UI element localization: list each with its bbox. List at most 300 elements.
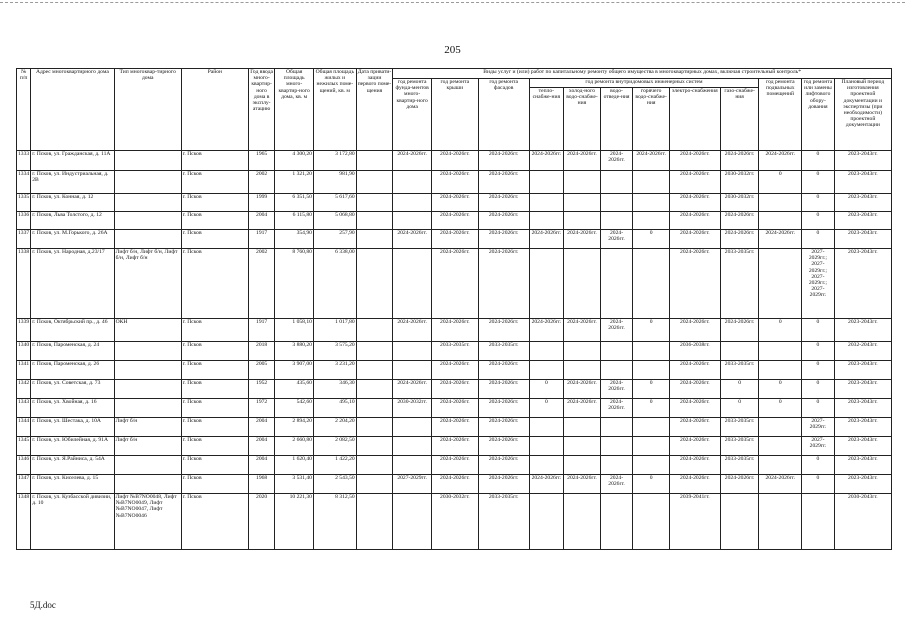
row-cold-water [564, 418, 601, 437]
row-facade: 2024-2026гг. [478, 456, 529, 475]
row-heat [529, 249, 564, 319]
row-type: ОКН [114, 319, 181, 342]
row-drainage [600, 171, 633, 194]
row-elevator: 0 [802, 151, 835, 171]
row-address: г. Псков, ул. Гражданская, д. 11А [31, 151, 114, 171]
row-electric: 2024-2026гг. [669, 437, 720, 456]
row-total-area: 3 907,00 [275, 361, 314, 380]
row-year: 1972 [248, 399, 274, 418]
row-drainage: 2024-2026гг. [600, 399, 633, 418]
row-roof: 2024-2026гг. [431, 171, 478, 194]
row-district: г. Псков [181, 319, 248, 342]
row-type: Лифт б/н [114, 437, 181, 456]
row-cold-water: 2024-2026гг. [564, 151, 601, 171]
row-address: г. Псков, ул. Шестака, д. 10А [31, 418, 114, 437]
row-district: г. Псков [181, 151, 248, 171]
row-total-area: 8 760,80 [275, 249, 314, 319]
row-elevator: 0 [802, 361, 835, 380]
row-district: г. Псков [181, 437, 248, 456]
row-privatization [356, 361, 393, 380]
row-foundation [393, 194, 432, 212]
row-facade: 2024-2026гг. [478, 151, 529, 171]
header-cold-water: холод-ного водо-снабже-ния [564, 88, 601, 151]
row-privatization [356, 230, 393, 249]
row-design-docs: 2023-2043гг. [834, 194, 891, 212]
row-hot-water [633, 249, 670, 319]
row-foundation: 2024-2026гг. [393, 151, 432, 171]
row-hot-water: 2024-2026гг. [633, 151, 670, 171]
row-address: г. Псков, Пароменская, д. 26 [31, 361, 114, 380]
row-cold-water: 2024-2026гг. [564, 230, 601, 249]
table-row [17, 399, 892, 418]
header-heat: тепло-снабже-ния [529, 88, 564, 151]
row-address: г. Псков, ул. Хвойная, д. 16 [31, 399, 114, 418]
row-year: 2018 [248, 342, 274, 361]
row-cold-water [564, 249, 601, 319]
row-basement [759, 494, 802, 550]
row-hot-water [633, 418, 670, 437]
row-facade: 2033-2035гг. [478, 494, 529, 550]
row-design-docs: 2032-2043гг. [834, 342, 891, 361]
row-hot-water: 0 [633, 399, 670, 418]
row-basement: 2024-2026гг. [759, 151, 802, 171]
row-basement: 0 [759, 399, 802, 418]
row-design-docs: 2023-2043гг. [834, 399, 891, 418]
header-design-docs: Плановый период изготовления проектной документации и экспертизы (при необходимости) проектной документации [834, 79, 891, 151]
row-foundation: 2024-2026гг. [393, 319, 432, 342]
row-hot-water [633, 361, 670, 380]
row-total-area: 4 300,20 [275, 151, 314, 171]
table-body [17, 151, 892, 550]
row-year: 1952 [248, 380, 274, 399]
row-roof: 2024-2026гг. [431, 319, 478, 342]
table-row [17, 319, 892, 342]
row-foundation [393, 342, 432, 361]
row-gas: 2024-2026гг. [720, 212, 759, 230]
footer-filename: 5Д.doc [30, 600, 56, 610]
row-district: г. Псков [181, 342, 248, 361]
row-total-area: 435,60 [275, 380, 314, 399]
row-total-area: 3 531,40 [275, 475, 314, 494]
row-electric: 2039-2041гг. [669, 494, 720, 550]
row-year: 1917 [248, 230, 274, 249]
row-hot-water: 0 [633, 230, 670, 249]
row-privatization [356, 475, 393, 494]
row-type [114, 151, 181, 171]
row-total-area: 2 894,20 [275, 418, 314, 437]
table-row [17, 249, 892, 319]
row-roof: 2030-2032гг. [431, 494, 478, 550]
table-row [17, 230, 892, 249]
row-year: 1968 [248, 475, 274, 494]
row-design-docs: 2023-2043гг. [834, 319, 891, 342]
row-cold-water [564, 342, 601, 361]
row-heat: 2024-2026гг. [529, 319, 564, 342]
row-privatization [356, 418, 393, 437]
row-basement [759, 456, 802, 475]
row-foundation [393, 361, 432, 380]
row-type [114, 194, 181, 212]
row-hot-water: 0 [633, 475, 670, 494]
row-design-docs: 2023-2043гг. [834, 230, 891, 249]
row-basement: 0 [759, 171, 802, 194]
row-district: г. Псков [181, 230, 248, 249]
row-heat: 0 [529, 399, 564, 418]
table-row [17, 418, 892, 437]
row-hot-water [633, 212, 670, 230]
row-year: 2004 [248, 437, 274, 456]
row-drainage: 2024-2026гг. [600, 151, 633, 171]
row-foundation [393, 494, 432, 550]
row-roof: 2024-2026гг. [431, 399, 478, 418]
row-heat: 2024-2026гг. [529, 151, 564, 171]
row-num: 1341 [17, 361, 31, 380]
row-elevator: 0 [802, 456, 835, 475]
row-privatization [356, 456, 393, 475]
header-type: Тип многоквар-тирного дома [114, 69, 181, 151]
row-facade: 2024-2026гг. [478, 399, 529, 418]
row-drainage: 2024-2026гг. [600, 380, 633, 399]
row-roof: 2024-2026гг. [431, 361, 478, 380]
table-row [17, 194, 892, 212]
row-total-area: 542,60 [275, 399, 314, 418]
row-address: г. Псков, Льва Толстого, д. 12 [31, 212, 114, 230]
row-num: 1344 [17, 418, 31, 437]
row-drainage [600, 456, 633, 475]
row-gas: 2030-2032гг. [720, 171, 759, 194]
row-roof: 2024-2026гг. [431, 212, 478, 230]
row-privatization [356, 399, 393, 418]
row-living-area: 2 082,50 [313, 437, 356, 456]
row-num: 1345 [17, 437, 31, 456]
row-total-area: 10 221,30 [275, 494, 314, 550]
row-cold-water [564, 437, 601, 456]
row-living-area: 257,90 [313, 230, 356, 249]
row-hot-water: 0 [633, 380, 670, 399]
row-privatization [356, 319, 393, 342]
row-roof: 2033-2035гг. [431, 342, 478, 361]
capital-repair-table [16, 68, 892, 550]
row-cold-water [564, 212, 601, 230]
row-hot-water [633, 494, 670, 550]
row-foundation [393, 437, 432, 456]
row-living-area: 8 312,50 [313, 494, 356, 550]
row-num: 1336 [17, 212, 31, 230]
row-electric: 2024-2026гг. [669, 249, 720, 319]
row-drainage [600, 494, 633, 550]
row-electric: 2024-2026гг. [669, 380, 720, 399]
row-basement: 0 [759, 319, 802, 342]
header-systems-group: год ремонта внутридомовых инженерных систем [529, 79, 759, 88]
row-type: Лифт б/н [114, 418, 181, 437]
table-row [17, 342, 892, 361]
row-address: г. Псков, ул. Кузбасской дивизии, д. 10 [31, 494, 114, 550]
row-elevator: 0 [802, 194, 835, 212]
row-foundation: 2030-2032гг. [393, 399, 432, 418]
row-num: 1338 [17, 249, 31, 319]
row-privatization [356, 194, 393, 212]
header-electric: электро-снабжения [669, 88, 720, 151]
row-living-area: 5 068,80 [313, 212, 356, 230]
header-elevator: год ремонта или замены лифтового обору-дования [802, 79, 835, 151]
row-elevator: 0 [802, 475, 835, 494]
row-facade: 2024-2026гг. [478, 475, 529, 494]
row-heat [529, 212, 564, 230]
row-address: г. Псков, ул. Советская, д. 73 [31, 380, 114, 399]
row-address: г. Псков, ул. Киселева, д. 15 [31, 475, 114, 494]
row-elevator: 0 [802, 399, 835, 418]
row-privatization [356, 249, 393, 319]
row-cold-water: 2024-2026гг. [564, 380, 601, 399]
row-address: г. Псков, ул. Юбилейная, д. 91А [31, 437, 114, 456]
row-design-docs: 2023-2043гг. [834, 212, 891, 230]
row-type [114, 230, 181, 249]
header-year: Год ввода много-квартир-ного дома в эксплу-атацию [248, 69, 274, 151]
row-drainage: 2024-2026гг. [600, 319, 633, 342]
row-living-area: 2 204,20 [313, 418, 356, 437]
row-cold-water: 2024-2026гг. [564, 475, 601, 494]
row-electric: 2024-2026гг. [669, 151, 720, 171]
row-living-area: 6 338,00 [313, 249, 356, 319]
row-design-docs: 2023-2043гг. [834, 456, 891, 475]
row-gas [720, 494, 759, 550]
row-living-area: 981,90 [313, 171, 356, 194]
row-heat [529, 194, 564, 212]
row-num: 1335 [17, 194, 31, 212]
row-year: 1917 [248, 319, 274, 342]
header-living-area: Общая площадь жилых и нежилых поме-щений, кв. м [313, 69, 356, 151]
row-foundation: 2027-2029гг. [393, 475, 432, 494]
row-foundation [393, 212, 432, 230]
row-roof: 2024-2026гг. [431, 230, 478, 249]
row-district: г. Псков [181, 361, 248, 380]
row-heat [529, 418, 564, 437]
header-num: № п/п [17, 69, 31, 151]
table-row [17, 380, 892, 399]
row-address: г. Псков, ул. Народная, д.23/17 [31, 249, 114, 319]
row-gas: 2033-2035гг. [720, 437, 759, 456]
table-row [17, 171, 892, 194]
row-type [114, 380, 181, 399]
row-year: 2020 [248, 494, 274, 550]
row-electric: 2024-2026гг. [669, 194, 720, 212]
row-hot-water [633, 194, 670, 212]
row-cold-water [564, 194, 601, 212]
row-year: 2004 [248, 418, 274, 437]
row-electric: 2024-2026гг. [669, 212, 720, 230]
row-district: г. Псков [181, 399, 248, 418]
header-gas: газо-снабже-ния [720, 88, 759, 151]
row-type [114, 475, 181, 494]
row-gas: 2033-2035гг. [720, 249, 759, 319]
row-elevator: 0 [802, 230, 835, 249]
row-facade: 2024-2026гг. [478, 380, 529, 399]
row-drainage [600, 418, 633, 437]
row-gas: 0 [720, 380, 759, 399]
header-address: Адрес многоквартирного дома [31, 69, 114, 151]
row-elevator: 0 [802, 171, 835, 194]
row-num: 1346 [17, 456, 31, 475]
row-design-docs: 2030-2043гг. [834, 494, 891, 550]
row-district: г. Псков [181, 418, 248, 437]
row-year: 1965 [248, 151, 274, 171]
row-facade: 2024-2026гг. [478, 230, 529, 249]
row-year: 2005 [248, 361, 274, 380]
row-facade: 2033-2035гг. [478, 342, 529, 361]
row-foundation [393, 171, 432, 194]
row-district: г. Псков [181, 171, 248, 194]
row-hot-water [633, 171, 670, 194]
row-address: г. Псков, ул. М.Горького, д. 26А [31, 230, 114, 249]
row-heat: 2024-2026гг. [529, 230, 564, 249]
header-hot-water: горячего водо-снабже-ния [633, 88, 670, 151]
row-total-area: 3 880,20 [275, 342, 314, 361]
row-district: г. Псков [181, 212, 248, 230]
row-heat [529, 342, 564, 361]
row-type [114, 456, 181, 475]
row-living-area: 1 422,20 [313, 456, 356, 475]
row-basement [759, 361, 802, 380]
table-row [17, 475, 892, 494]
row-cold-water: 2024-2026гг. [564, 319, 601, 342]
row-elevator: 0 [802, 380, 835, 399]
row-total-area: 1 620,40 [275, 456, 314, 475]
row-num: 1342 [17, 380, 31, 399]
row-year: 2004 [248, 456, 274, 475]
row-design-docs: 2023-2043гг. [834, 437, 891, 456]
row-cold-water: 2024-2026гг. [564, 399, 601, 418]
row-living-area: 495,10 [313, 399, 356, 418]
row-heat [529, 361, 564, 380]
row-facade: 2024-2026гг. [478, 171, 529, 194]
table-row [17, 212, 892, 230]
row-roof: 2024-2026гг. [431, 437, 478, 456]
row-elevator: 0 [802, 319, 835, 342]
row-gas: 2033-2035гг. [720, 418, 759, 437]
row-privatization [356, 342, 393, 361]
row-address: г. Псков, Пароменская, д. 24 [31, 342, 114, 361]
row-elevator: 2027-2029гг.; 2027-2029гг.; 2027-2029гг.; 2027-2029гг. [802, 249, 835, 319]
row-num: 1343 [17, 399, 31, 418]
row-basement: 0 [759, 380, 802, 399]
row-living-area: 3 231,20 [313, 361, 356, 380]
row-elevator [802, 494, 835, 550]
row-type: Лифт б/н, Лифт б/н, Лифт б/н, Лифт б/н [114, 249, 181, 319]
row-total-area: 2 660,80 [275, 437, 314, 456]
row-drainage: 2024-2026гг. [600, 230, 633, 249]
row-living-area: 3 575,20 [313, 342, 356, 361]
table-row [17, 494, 892, 550]
row-living-area: 5 617,60 [313, 194, 356, 212]
row-design-docs: 2023-2043гг. [834, 151, 891, 171]
row-basement [759, 194, 802, 212]
row-address: г. Псков, ул. Конная, д. 12 [31, 194, 114, 212]
row-gas: 2024-2026гг. [720, 230, 759, 249]
row-facade: 2024-2026гг. [478, 437, 529, 456]
row-electric: 2024-2026гг. [669, 418, 720, 437]
row-design-docs: 2023-2043гг. [834, 380, 891, 399]
row-electric: 2024-2026гг. [669, 399, 720, 418]
row-district: г. Псков [181, 475, 248, 494]
row-elevator: 2027-2029гг. [802, 437, 835, 456]
row-elevator: 2027-2029гг. [802, 418, 835, 437]
row-electric: 2036-2038гг. [669, 342, 720, 361]
row-num: 1347 [17, 475, 31, 494]
row-electric: 2024-2026гг. [669, 319, 720, 342]
row-district: г. Псков [181, 494, 248, 550]
table-row [17, 151, 892, 171]
row-num: 1340 [17, 342, 31, 361]
row-drainage: 2024-2026гг. [600, 475, 633, 494]
row-privatization [356, 437, 393, 456]
header-foundation: год ремонта фунда-ментов много-квартир-ного дома [393, 79, 432, 151]
row-living-area: 2 543,50 [313, 475, 356, 494]
row-gas: 2024-2026гг. [720, 151, 759, 171]
scan-edge-line [0, 2, 905, 3]
row-num: 1333 [17, 151, 31, 171]
row-basement [759, 437, 802, 456]
row-district: г. Псков [181, 249, 248, 319]
row-year: 1999 [248, 194, 274, 212]
row-electric: 2024-2026гг. [669, 361, 720, 380]
row-privatization [356, 494, 393, 550]
row-roof: 2024-2026гг. [431, 418, 478, 437]
table-row [17, 437, 892, 456]
row-num: 1334 [17, 171, 31, 194]
row-district: г. Псков [181, 380, 248, 399]
row-drainage [600, 342, 633, 361]
row-num: 1339 [17, 319, 31, 342]
row-total-area: 354,90 [275, 230, 314, 249]
row-address: г. Псков, ул. Индустриальная, д. 2В [31, 171, 114, 194]
header-services-group: Виды услуг и (или) работ по капитальному ремонту общего имущества в многоквартирных домах, включая строительный контроль* [393, 69, 892, 79]
row-roof: 2024-2026гг. [431, 151, 478, 171]
row-facade: 2024-2026гг. [478, 212, 529, 230]
row-year: 2002 [248, 249, 274, 319]
row-hot-water: 0 [633, 319, 670, 342]
row-design-docs: 2023-2043гг. [834, 249, 891, 319]
row-electric: 2024-2026гг. [669, 230, 720, 249]
row-heat [529, 171, 564, 194]
row-total-area: 1 321,20 [275, 171, 314, 194]
row-cold-water [564, 494, 601, 550]
row-gas: 2030-2032гг. [720, 194, 759, 212]
row-gas: 2024-2026гг. [720, 319, 759, 342]
row-type [114, 361, 181, 380]
row-privatization [356, 380, 393, 399]
row-gas: 2033-2035гг. [720, 456, 759, 475]
row-drainage [600, 212, 633, 230]
row-hot-water [633, 437, 670, 456]
row-design-docs: 2023-2043гг. [834, 418, 891, 437]
row-foundation [393, 418, 432, 437]
row-design-docs: 2023-2043гг. [834, 475, 891, 494]
row-basement [759, 342, 802, 361]
row-type [114, 399, 181, 418]
row-foundation: 2024-2026гг. [393, 230, 432, 249]
row-roof: 2024-2026гг. [431, 194, 478, 212]
row-facade: 2024-2026гг. [478, 361, 529, 380]
row-cold-water [564, 361, 601, 380]
row-roof: 2024-2026гг. [431, 380, 478, 399]
row-district: г. Псков [181, 194, 248, 212]
row-electric: 2024-2026гг. [669, 171, 720, 194]
row-total-area: 6 351,50 [275, 194, 314, 212]
row-cold-water [564, 456, 601, 475]
row-heat [529, 456, 564, 475]
row-privatization [356, 151, 393, 171]
header-total-area: Общая площадь много-квартир-ного дома, кв. м [275, 69, 314, 151]
